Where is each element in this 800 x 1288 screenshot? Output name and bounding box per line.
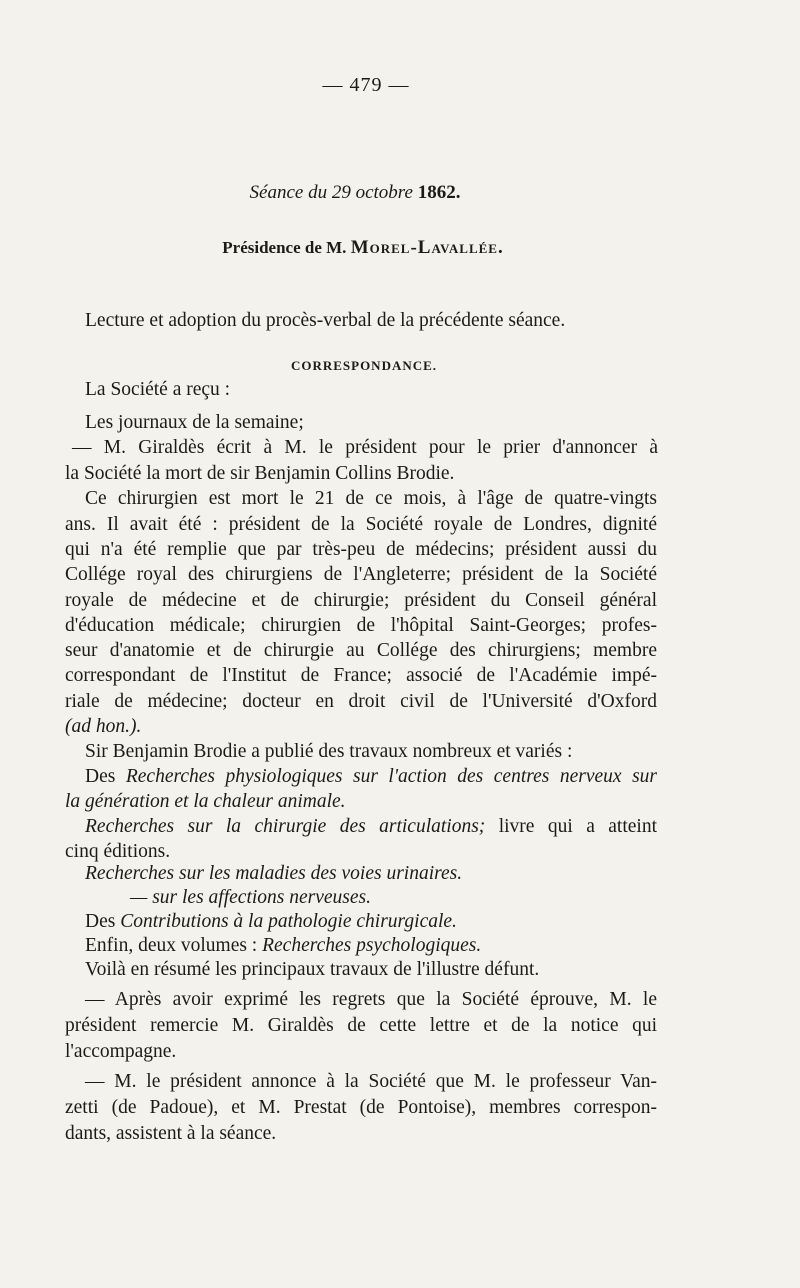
text-line: — M. le président annonce à la Société que M. le professeur Van- — [85, 1071, 657, 1092]
text-line: Voilà en résumé les principaux travaux de l'illustre défunt. — [85, 959, 540, 980]
text-line: riale de médecine; docteur en droit civil de l'Université d'Oxford — [65, 691, 657, 712]
text-span: livre qui a atteint — [485, 816, 657, 837]
text-line: royale de médecine et de chirurgie; président du Conseil général — [65, 590, 657, 611]
text-line: Sir Benjamin Brodie a publié des travaux nombreux et variés : — [85, 741, 573, 762]
book-title: Recherches physiologiques sur l'action des centres nerveux sur — [125, 766, 658, 787]
text-line: (ad hon.). — [65, 716, 142, 737]
book-title: Recherches sur la chirurgie des articulations; — [85, 816, 486, 837]
text-span: Enfin, deux volumes : — [85, 935, 263, 956]
text-line: l'accompagne. — [65, 1041, 177, 1062]
lecture-line: Lecture et adoption du procès-verbal de la précédente séance. — [85, 310, 566, 331]
text-line: La Société a reçu : — [85, 379, 231, 400]
book-title: Contributions à la pathologie chirurgicale. — [120, 911, 457, 932]
text-line: Les journaux de la semaine; — [85, 412, 304, 433]
text-line: correspondant de l'Institut de France; associé de l'Académie impé- — [65, 665, 657, 686]
page-number: — 479 — — [322, 74, 410, 96]
text-span: Des — [85, 766, 126, 787]
book-title: Recherches sur les maladies des voies urinaires. — [85, 863, 463, 884]
presidency-m: M. — [326, 238, 351, 257]
text-line — [85, 815, 657, 839]
text-line: président remercie M. Giraldès de cette lettre et de la notice qui — [65, 1015, 657, 1036]
text-line — [85, 910, 457, 934]
book-title: — sur les affections nerveuses. — [130, 887, 372, 908]
presidency-prefix: Présidence de — [222, 238, 327, 257]
text-line: — M. Giraldès écrit à M. le président pour le prier d'annoncer à — [72, 437, 658, 458]
text-line: dants, assistent à la séance. — [65, 1123, 277, 1144]
text-line: ans. Il avait été : président de la Société royale de Londres, dignité — [65, 514, 657, 535]
president-name: Morel-Lavallée. — [350, 237, 504, 258]
session-date: Séance du 29 octobre — [249, 182, 418, 203]
text-line: Ce chirurgien est mort le 21 de ce mois, à l'âge de quatre-vingts — [85, 488, 657, 509]
text-line: qui n'a été remplie que par très-peu de médecins; président aussi du — [65, 539, 657, 560]
text-line — [85, 934, 481, 958]
session-year: 1862. — [417, 182, 461, 203]
text-span: Des — [85, 911, 121, 932]
session-heading — [0, 182, 710, 204]
text-line: la Société la mort de sir Benjamin Collins Brodie. — [65, 463, 455, 484]
text-line: d'éducation médicale; chirurgien de l'hôpital Saint-Georges; profes- — [65, 615, 657, 636]
text-line: cinq éditions. — [65, 841, 171, 862]
text-line: — Après avoir exprimé les regrets que la Société éprouve, M. le — [85, 989, 657, 1010]
text-line: zetti (de Padoue), et M. Prestat (de Pontoise), membres correspon- — [65, 1097, 657, 1118]
book-title: Recherches psychologiques. — [262, 935, 482, 956]
correspondence-heading: CORRESPONDANCE. — [290, 358, 438, 373]
text-line — [85, 765, 657, 789]
presidency-heading — [0, 237, 726, 259]
text-line: seur d'anatomie et de chirurgie au Collége des chirurgiens; membre — [65, 640, 657, 661]
text-line: Collége royal des chirurgiens de l'Angleterre; président de la Société — [65, 564, 657, 585]
book-title: la génération et la chaleur animale. — [65, 791, 346, 812]
